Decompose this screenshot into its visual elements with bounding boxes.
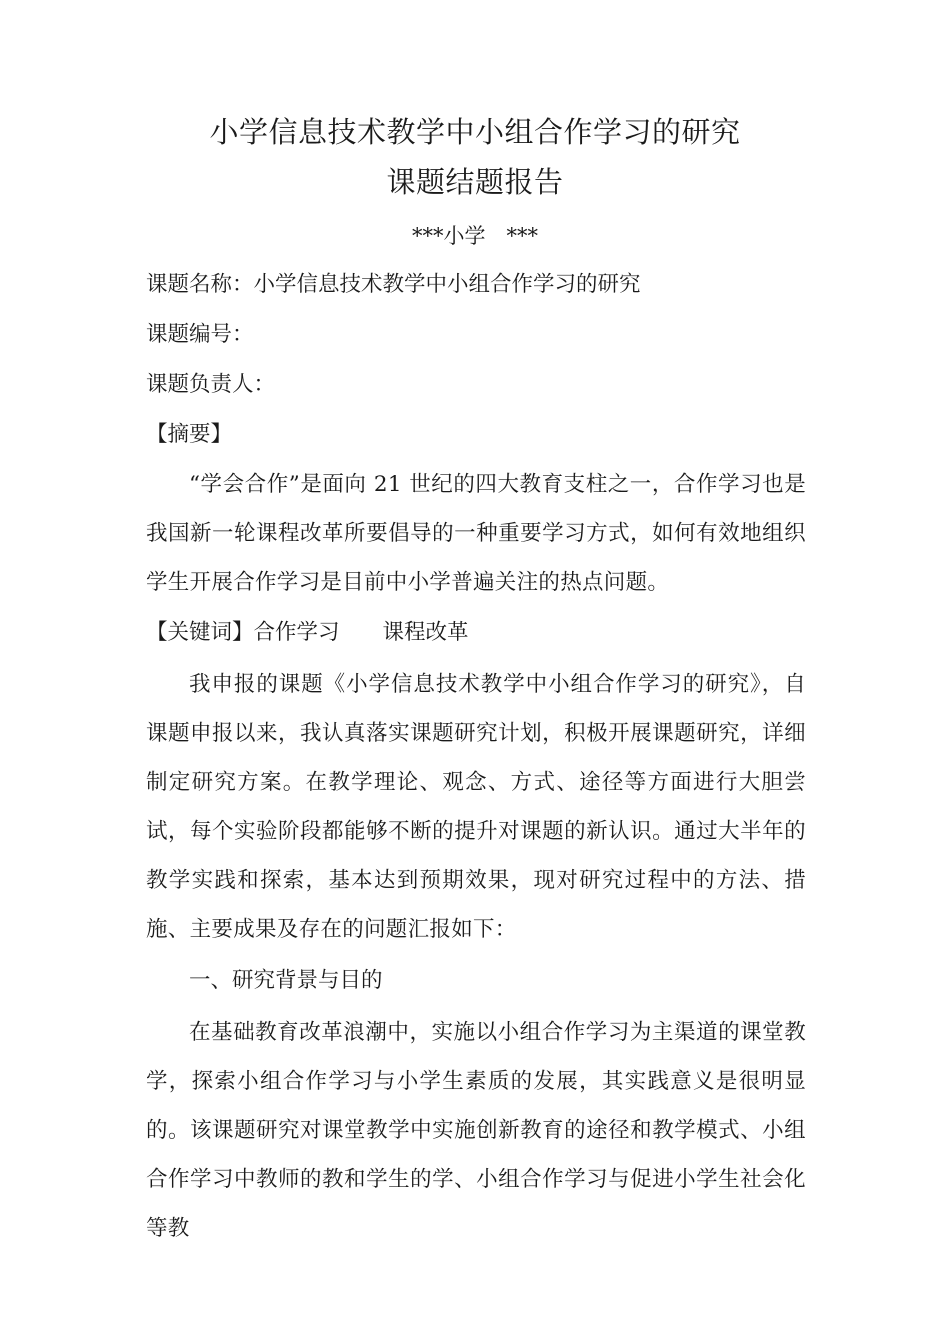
intro-paragraph: 我申报的课题《小学信息技术教学中小组合作学习的研究》，自课题申报以来，我认真落实课题研究计划，积极开展课题研究，详细制定研究方案。在教学理论、观念、方式、途径等方面进行大胆尝试，每个实验阶段都能够不断的提升对课题的新认识。通过大半年的教学实践和探索，基本达到预期效果，现对研究过程中的方法、措施、主要成果及存在的问题汇报如下：: [146, 672, 806, 943]
abstract-heading: 【摘要】: [146, 422, 233, 447]
topic-name: 课题名称：小学信息技术教学中小组合作学习的研究: [146, 272, 641, 297]
document-title-line2: 课题结题报告: [386, 165, 564, 199]
section1-heading: 一、研究背景与目的: [189, 968, 383, 993]
author-line: ***小学 ***: [412, 224, 538, 248]
document-title-line1: 小学信息技术教学中小组合作学习的研究: [209, 115, 741, 149]
topic-number: 课题编号：: [146, 322, 254, 347]
topic-leader: 课题负责人：: [146, 372, 276, 397]
abstract-paragraph: “学会合作”是面向 21 世纪的四大教育支柱之一，合作学习也是我国新一轮课程改革所要倡导的一种重要学习方式，如何有效地组织学生开展合作学习是目前中小学普遍关注的热点问题。: [146, 472, 806, 596]
keywords-line: 【关键词】合作学习 课程改革: [146, 620, 469, 645]
section1-paragraph: 在基础教育改革浪潮中，实施以小组合作学习为主渠道的课堂教学，探索小组合作学习与小学生素质的发展，其实践意义是很明显的。该课题研究对课堂教学中实施创新教育的途径和教学模式、小组合作学习中教师的教和学生的学、小组合作学习与促进小学生社会化等教: [146, 1020, 806, 1242]
